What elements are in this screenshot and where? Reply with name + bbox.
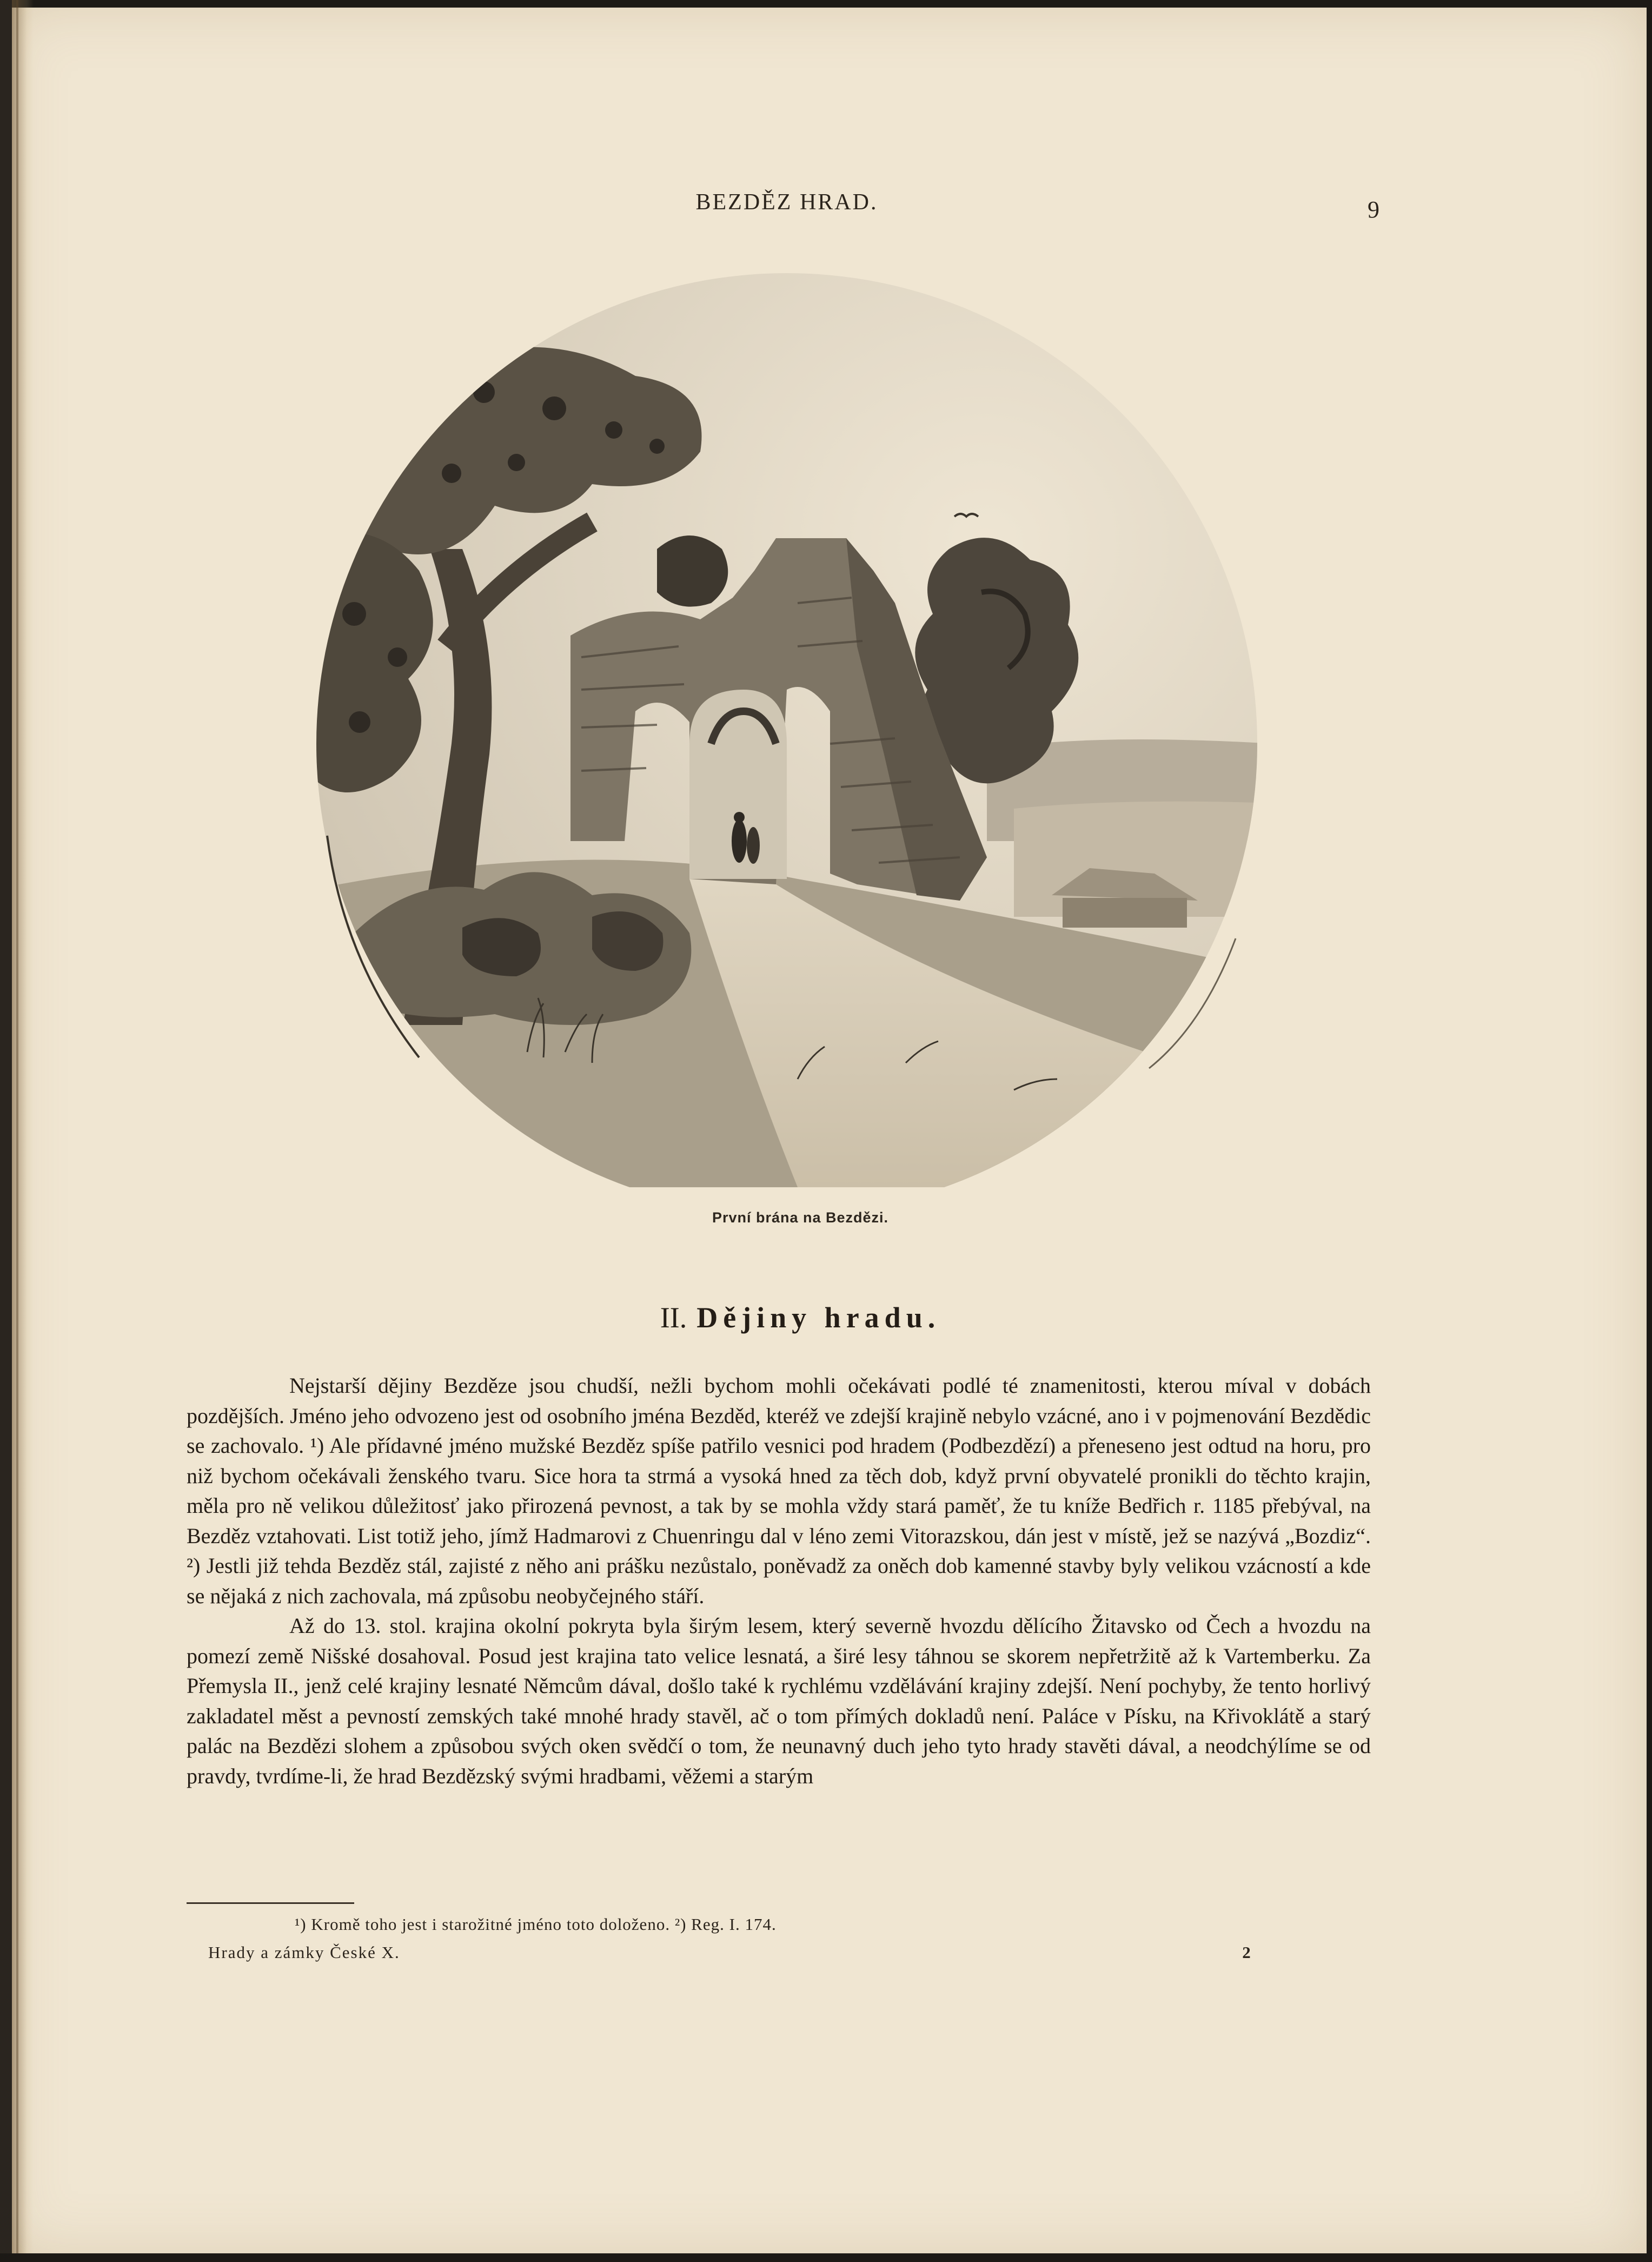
page-edge-left <box>0 0 12 2262</box>
binding-line <box>16 0 18 2262</box>
binding-shadow <box>12 0 34 2262</box>
page-edge-top <box>0 0 1652 8</box>
illustration-caption: První brána na Bezdězi. <box>712 1209 889 1226</box>
section-heading <box>541 1301 1060 1334</box>
sheet-number: 2 <box>1242 1943 1251 1962</box>
footnotes: ¹) Kromě toho jest i starožitné jméno toto doloženo. ²) Reg. I. 174. <box>295 1915 777 1934</box>
gate-ruin-illustration <box>311 268 1273 1187</box>
printer-signature: Hrady a zámky České X. <box>208 1943 400 1962</box>
section-title: Dějiny hradu. <box>696 1301 941 1334</box>
page-edge-bottom <box>0 2253 1652 2262</box>
running-head: BEZDĚZ HRAD. <box>695 190 878 215</box>
body-text <box>187 1371 1371 1791</box>
page-edge-right <box>1647 0 1652 2262</box>
paragraph: Nejstarší dějiny Bezděze jsou chudší, nežli bychom mohli očekávati podlé té znamenitosti, kterou míval v dobách pozdějších. Jméno jeho odvozeno jest od osobního jména Bezděd, kteréž ve zdejší krajině nebylo vzácné, ano i v pojmenování Bezdědic se zachovalo. ¹) Ale přídavné jméno mužské Bezděz spíše patřilo vesnici pod hradem (Podbezdězí) a přeneseno jest odtud na horu, pro niž bychom očekávali ženského tvaru. Sice hora ta strmá a vysoká hned za těch dob, když první obyvatelé pronikli do těchto krajin, měla pro ně velikou důležitosť jako přirozená pevnost, a tak by se mohla vždy stará paměť, že tu kníže Bedřich r. 1185 přebýval, na Bezděz vztahovati. List totiž jeho, jímž Hadmarovi z Chuenringu dal v léno zemi Vitorazskou, dán jest v místě, jež se nazývá „Bozdiz“. ²) Jestli již tehda Bezděz stál, zajisté z něho ani prášku nezůstalo, poněvadž za oněch dob kamenné stavby byly velikou vzácností a kde se nějaká z nich zachovala, má způsobu neobyčejného stáří. <box>187 1373 1371 1608</box>
page-number: 9 <box>1368 196 1379 223</box>
section-number: II. <box>660 1301 687 1334</box>
paragraph: Až do 13. stol. krajina okolní pokryta byla širým lesem, který severně hvozdu dělícího Žitavsko od Čech a hvozdu na pomezí země Nišské dosahoval. Posud jest krajina tato velice lesnatá, a širé lesy táhnou se skorem nepřetržitě až k Vartemberku. Za Přemysla II., jenž celé krajiny lesnaté Němcům dával, došlo také k rychlému vzdělávání krajiny zdejší. Není pochyby, že tento horlivý zakladatel měst a pevností zemských také mnohé hrady stavěl, ač o tom přímých dokladů není. Paláce v Písku, na Křivoklátě a starý palác na Bezdězi slohem a způsobou svých oken svědčí o tom, že neunavný duch jeho tyto hrady stavěti dával, a neodchýlíme se od pravdy, tvrdíme-li, že hrad Bezdězský svými hradbami, věžemi a starým <box>187 1613 1371 1788</box>
footnote-rule <box>187 1902 354 1904</box>
